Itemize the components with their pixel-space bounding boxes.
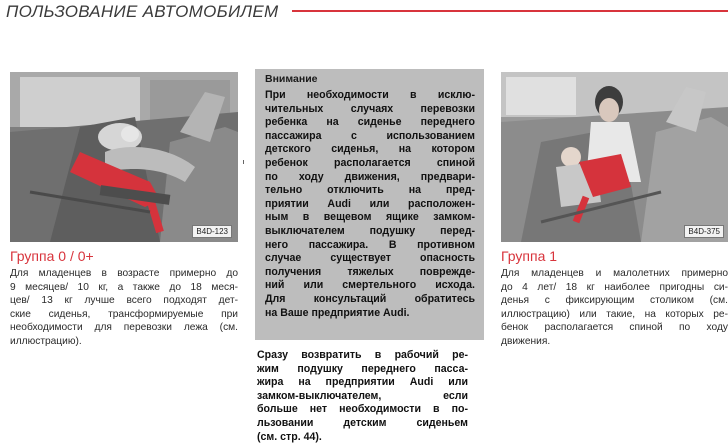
text-line: цев/ 13 кг лучше всего подходят дет- (10, 295, 238, 307)
group-heading-0: Группа 0 / 0+ (10, 248, 94, 264)
text-line: денья с фиксирующим столиком (см. (501, 295, 728, 307)
text-line: детского сиденья, на котором (265, 143, 475, 156)
text-line: пассажира с использованием (265, 129, 475, 142)
text-line: бенок располагается спиной по ходу (501, 322, 728, 334)
group1-description (501, 267, 728, 349)
warning-text (265, 89, 475, 320)
text-line: чительных случаях перевозки (265, 102, 475, 115)
text-line: на Ваше предприятие Audi. (265, 306, 410, 319)
warning-title: Внимание (265, 73, 318, 85)
text-line: ний или смертельного исхода. (265, 279, 475, 292)
header-rule (292, 10, 728, 12)
text-line: Сразу возвратить в рабочий ре- (257, 349, 468, 361)
group0-description (10, 267, 238, 349)
child-seat-illustration-group1 (501, 72, 728, 242)
car-interior-photo-right (501, 72, 728, 242)
text-line: иллюстрацию). (10, 335, 82, 347)
text-line: (см. стр. 44). (257, 430, 322, 443)
text-line: движения. (501, 335, 551, 347)
group-heading-1: Группа 1 (501, 248, 558, 264)
text-line: замком-выключателем, если (257, 389, 468, 402)
text-line: ребенок располагается спиной (265, 156, 475, 169)
image-code-label: B4D-375 (684, 225, 724, 238)
car-interior-photo-left (10, 72, 238, 242)
text-line: случае существует опасность (265, 252, 475, 265)
text-line: жим подушку переднего пасса- (257, 362, 468, 375)
text-line: по ходу движения, предвари- (265, 170, 475, 183)
text-line: приятии Audi или расположен- (265, 197, 475, 210)
section-title: ПОЛЬЗОВАНИЕ АВТОМОБИЛЕМ (6, 2, 279, 21)
text-line: до 4 лет/ 18 кг наиболее пригодны си- (501, 281, 728, 293)
text-line: льзовании детским сиденьем (257, 416, 468, 429)
text-line: иллюстрацию) или такие, на которых ре- (501, 308, 728, 320)
text-line: Для младенцев в возрасте примерно до (10, 268, 238, 279)
text-line: необходимости для перевозки лежа (см. (10, 322, 238, 334)
text-line: 9 месяцев/ 10 кг, а также до 18 меся- (10, 281, 238, 293)
text-line: Для младенцев и малолетних примерно (501, 268, 728, 279)
text-line: Для консультаций обратитесь (265, 292, 475, 305)
text-line: При необходимости в исклю- (265, 89, 475, 101)
child-seat-illustration-group0 (10, 72, 238, 242)
text-line: жира на предприятии Audi или (257, 376, 468, 389)
text-line: ным в вещевом ящике замком- (265, 211, 475, 224)
airbag-note (257, 349, 468, 444)
text-line: ские сиденья, трансформируемые при (10, 308, 238, 320)
image-code-label: B4D-123 (192, 225, 232, 238)
warning-box (255, 69, 484, 340)
text-line: выключателем подушку перед- (265, 224, 475, 237)
text-line: ребенка на сиденье переднего (265, 116, 475, 129)
text-line: получения тяжелых поврежде- (265, 265, 475, 278)
column-tick (243, 160, 244, 164)
text-line: тельно отключить на пред- (265, 184, 475, 197)
page-header (0, 0, 728, 26)
text-line: больше нет необходимости в по- (257, 403, 468, 416)
text-line: него пассажира. В противном (265, 238, 475, 251)
